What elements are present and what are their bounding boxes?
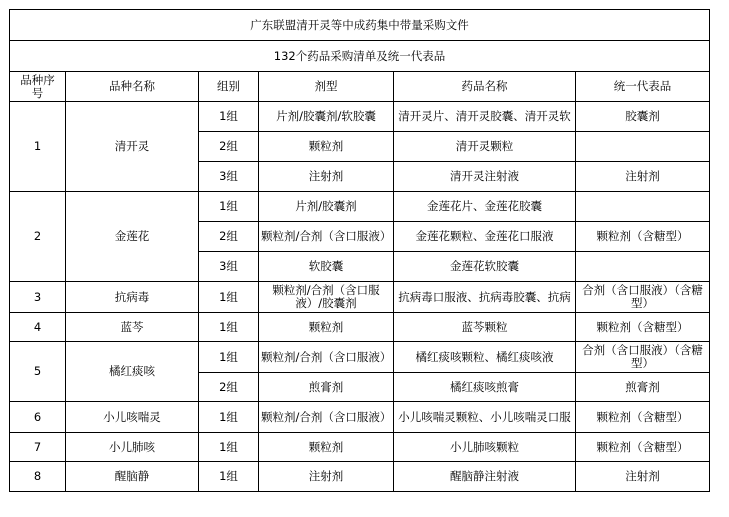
table-row — [10, 192, 710, 222]
cell-dosage: 颗粒剂 — [259, 433, 394, 462]
header-rep: 统一代表品 — [576, 72, 710, 102]
cell-dosage: 注射剂 — [259, 162, 394, 192]
cell-group: 1组 — [199, 282, 259, 313]
cell-drug: 抗病毒口服液、抗病毒胶囊、抗病 — [394, 282, 576, 313]
cell-seq: 4 — [10, 313, 66, 342]
header-name: 品种名称 — [66, 72, 199, 102]
cell-group: 1组 — [199, 313, 259, 342]
cell-rep: 颗粒剂（含糖型） — [576, 313, 710, 342]
procurement-table — [9, 9, 710, 492]
cell-group: 1组 — [199, 192, 259, 222]
cell-name: 金莲花 — [66, 192, 199, 282]
cell-rep: 合剂（含口服液）（含糖型） — [576, 342, 710, 373]
cell-rep: 合剂（含口服液）（含糖型） — [576, 282, 710, 313]
cell-seq: 7 — [10, 433, 66, 462]
header-dosage: 剂型 — [259, 72, 394, 102]
cell-drug: 小儿咳喘灵颗粒、小儿咳喘灵口服 — [394, 402, 576, 433]
document-subtitle: 132个药品采购清单及统一代表品 — [10, 41, 710, 72]
cell-seq: 8 — [10, 462, 66, 492]
cell-dosage: 颗粒剂 — [259, 313, 394, 342]
cell-seq: 2 — [10, 192, 66, 282]
cell-name: 橘红痰咳 — [66, 342, 199, 402]
cell-seq: 3 — [10, 282, 66, 313]
document-title: 广东联盟清开灵等中成药集中带量采购文件 — [10, 10, 710, 41]
table-row — [10, 342, 710, 373]
header-seq: 品种序号 — [10, 72, 66, 102]
cell-name: 小儿咳喘灵 — [66, 402, 199, 433]
cell-drug: 金莲花颗粒、金莲花口服液 — [394, 222, 576, 252]
header-group: 组别 — [199, 72, 259, 102]
cell-dosage: 颗粒剂/合剂（含口服液）/胶囊剂 — [259, 282, 394, 313]
cell-rep: 煎膏剂 — [576, 373, 710, 402]
cell-dosage: 颗粒剂/合剂（含口服液） — [259, 342, 394, 373]
cell-drug: 清开灵颗粒 — [394, 132, 576, 162]
cell-drug: 金莲花软胶囊 — [394, 252, 576, 282]
table-row — [10, 402, 710, 433]
table-row — [10, 462, 710, 492]
cell-drug: 醒脑静注射液 — [394, 462, 576, 492]
cell-dosage: 颗粒剂/合剂（含口服液） — [259, 222, 394, 252]
table-row — [10, 282, 710, 313]
cell-group: 1组 — [199, 433, 259, 462]
cell-rep: 颗粒剂（含糖型） — [576, 433, 710, 462]
table-row — [10, 102, 710, 132]
cell-group: 3组 — [199, 162, 259, 192]
cell-dosage: 颗粒剂 — [259, 132, 394, 162]
cell-name: 清开灵 — [66, 102, 199, 192]
cell-dosage: 软胶囊 — [259, 252, 394, 282]
cell-drug: 蓝芩颗粒 — [394, 313, 576, 342]
cell-rep — [576, 192, 710, 222]
cell-group: 1组 — [199, 102, 259, 132]
cell-group: 3组 — [199, 252, 259, 282]
cell-rep: 胶囊剂 — [576, 102, 710, 132]
cell-group: 2组 — [199, 132, 259, 162]
cell-dosage: 颗粒剂/合剂（含口服液） — [259, 402, 394, 433]
cell-rep — [576, 132, 710, 162]
cell-name: 抗病毒 — [66, 282, 199, 313]
cell-group: 2组 — [199, 373, 259, 402]
cell-name: 小儿肺咳 — [66, 433, 199, 462]
cell-drug: 小儿肺咳颗粒 — [394, 433, 576, 462]
cell-drug: 清开灵片、清开灵胶囊、清开灵软 — [394, 102, 576, 132]
cell-drug: 橘红痰咳颗粒、橘红痰咳液 — [394, 342, 576, 373]
cell-seq: 5 — [10, 342, 66, 402]
cell-dosage: 片剂/胶囊剂/软胶囊 — [259, 102, 394, 132]
cell-name: 醒脑静 — [66, 462, 199, 492]
cell-name: 蓝芩 — [66, 313, 199, 342]
cell-seq: 1 — [10, 102, 66, 192]
cell-dosage: 片剂/胶囊剂 — [259, 192, 394, 222]
cell-drug: 橘红痰咳煎膏 — [394, 373, 576, 402]
table-row — [10, 313, 710, 342]
table-header-row — [10, 72, 710, 102]
cell-seq: 6 — [10, 402, 66, 433]
cell-group: 1组 — [199, 402, 259, 433]
cell-rep: 颗粒剂（含糖型） — [576, 222, 710, 252]
cell-drug: 金莲花片、金莲花胶囊 — [394, 192, 576, 222]
cell-drug: 清开灵注射液 — [394, 162, 576, 192]
cell-dosage: 煎膏剂 — [259, 373, 394, 402]
table-row — [10, 433, 710, 462]
cell-group: 2组 — [199, 222, 259, 252]
cell-group: 1组 — [199, 342, 259, 373]
cell-rep — [576, 252, 710, 282]
header-drug: 药品名称 — [394, 72, 576, 102]
cell-rep: 注射剂 — [576, 162, 710, 192]
cell-rep: 颗粒剂（含糖型） — [576, 402, 710, 433]
cell-dosage: 注射剂 — [259, 462, 394, 492]
cell-group: 1组 — [199, 462, 259, 492]
cell-rep: 注射剂 — [576, 462, 710, 492]
